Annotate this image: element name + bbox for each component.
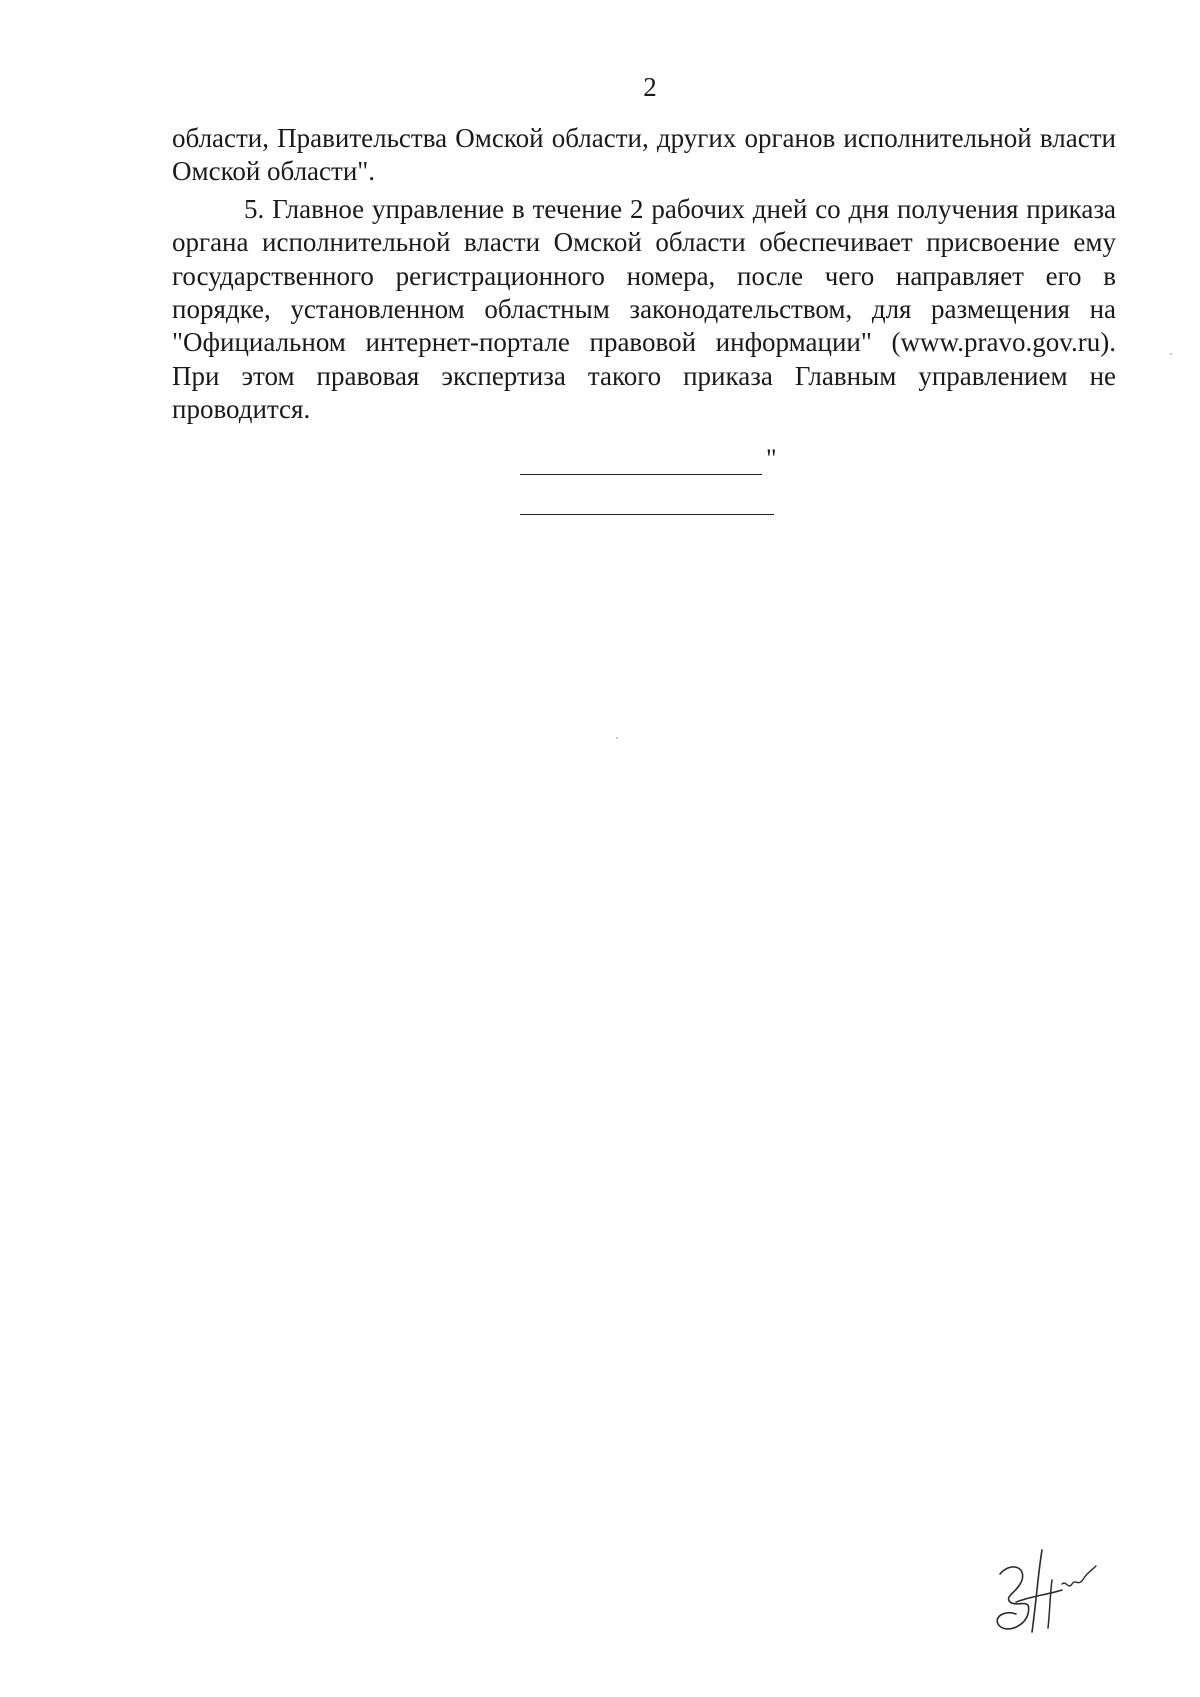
paragraph-continuation: области, Правительства Омской области, других органов исполнительной власти Омской области". — [172, 123, 1116, 187]
closing-quote-mark: " — [766, 444, 777, 473]
scan-speck — [1170, 353, 1172, 355]
document-end-separator — [520, 446, 780, 526]
end-line-first — [520, 474, 762, 475]
handwritten-initials-signature — [992, 1544, 1102, 1639]
scan-speck — [616, 737, 618, 739]
paragraph-item-5: 5. Главное управление в течение 2 рабочих дней со дня получения приказа органа исполнительной власти Омской области обеспечивает присвоение ему государственного регистрационного номера, после чего направляет его в порядке, установленном областным законодательством, для размещения на "Официальном интернет-портале правовой информации" (www.pravo.gov.ru). При этом правовая экспертиза такого приказа Главным управлением не проводится. — [172, 193, 1116, 425]
document-body — [172, 122, 1116, 427]
page-number: 2 — [643, 72, 657, 102]
end-line-second — [520, 514, 774, 515]
